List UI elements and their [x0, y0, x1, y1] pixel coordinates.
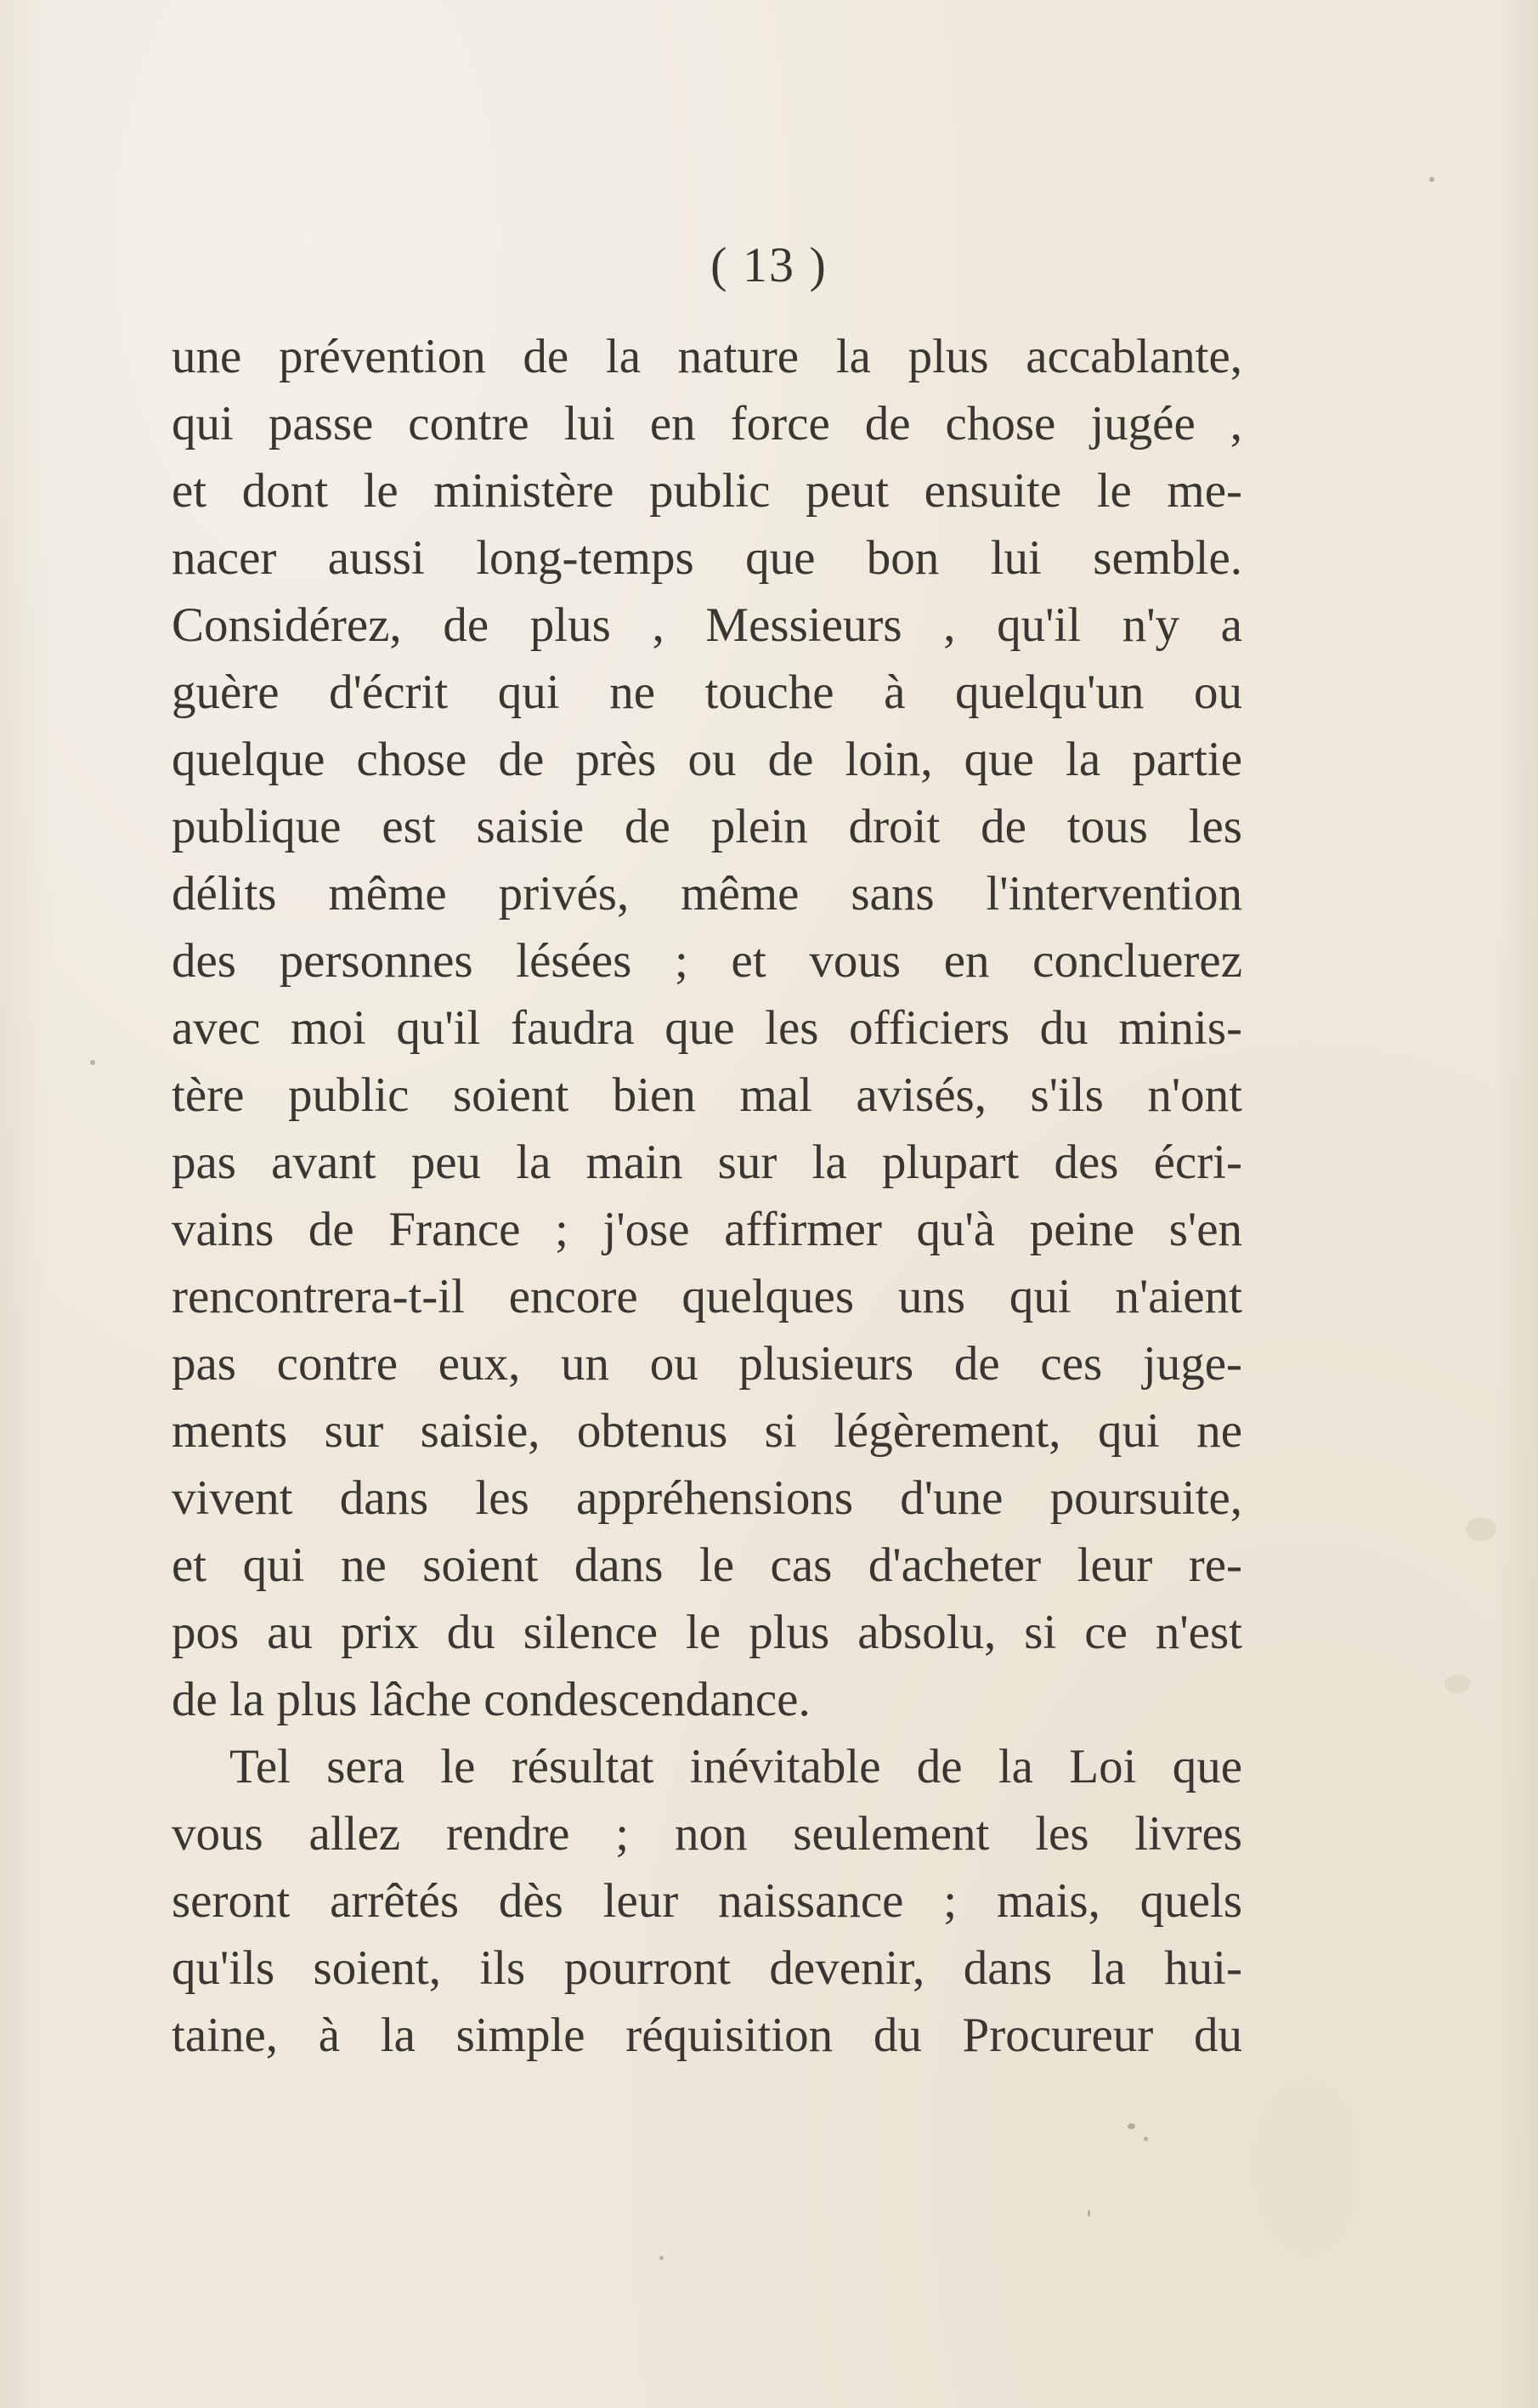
text-line: Considérez, de plus , Messieurs , qu'il n'y a — [172, 598, 1242, 652]
text-line: et qui ne soient dans le cas d'acheter leur re- — [172, 1538, 1242, 1592]
text-line: vains de France ; j'ose affirmer qu'à peine s'en — [172, 1203, 1242, 1256]
text-line: rencontrera-t-il encore quelques uns qui n'aient — [172, 1270, 1242, 1323]
paragraph-2 — [172, 1733, 1242, 2069]
text-line: taine, à la simple réquisition du Procureur du — [172, 2009, 1242, 2062]
text-line: de la plus lâche condescendance. — [172, 1673, 811, 1726]
text-line: pos au prix du silence le plus absolu, si ce n'est — [172, 1606, 1242, 1659]
paper-stain — [1466, 1517, 1496, 1541]
text-line: vivent dans les appréhensions d'une poursuite, — [172, 1471, 1242, 1525]
paragraph-1 — [172, 323, 1242, 1733]
text-line: tère public soient bien mal avisés, s'ils n'ont — [172, 1068, 1242, 1122]
text-line: délits même privés, même sans l'intervention — [172, 867, 1242, 921]
page-number: ( 13 ) — [710, 237, 828, 292]
ink-speck — [1128, 2123, 1135, 2129]
ink-speck — [659, 2256, 664, 2260]
ink-speck — [1429, 177, 1434, 182]
text-line: ments sur saisie, obtenus si légèrement, qui ne — [172, 1404, 1242, 1458]
text-line: quelque chose de près ou de loin, que la partie — [172, 733, 1242, 786]
ink-speck — [1144, 2137, 1148, 2141]
text-line: seront arrêtés dès leur naissance ; mais, quels — [172, 1874, 1242, 1928]
body-text — [172, 323, 1242, 2069]
paper-stain — [1445, 1674, 1470, 1693]
text-line: guère d'écrit qui ne touche à quelqu'un ou — [172, 666, 1242, 719]
text-line: pas contre eux, un ou plusieurs de ces juge- — [172, 1337, 1242, 1391]
text-line: Tel sera le résultat inévitable de la Loi que — [229, 1740, 1242, 1793]
ink-speck — [1088, 2210, 1090, 2217]
text-line: avec moi qu'il faudra que les officiers du minis- — [172, 1001, 1242, 1055]
ink-speck — [90, 1060, 95, 1065]
text-line: publique est saisie de plein droit de tous les — [172, 800, 1242, 853]
text-line: qu'ils soient, ils pourront devenir, dans la hui- — [172, 1941, 1242, 1995]
text-line: une prévention de la nature la plus accablante, — [172, 330, 1242, 383]
text-line: pas avant peu la main sur la plupart des écri- — [172, 1136, 1242, 1189]
text-line: nacer aussi long-temps que bon lui semble. — [172, 531, 1242, 585]
text-line: des personnes lésées ; et vous en concluerez — [172, 934, 1242, 988]
text-line: qui passe contre lui en force de chose jugée , — [172, 397, 1242, 450]
text-line: vous allez rendre ; non seulement les livres — [172, 1807, 1242, 1861]
text-line: et dont le ministère public peut ensuite le me- — [172, 464, 1242, 518]
